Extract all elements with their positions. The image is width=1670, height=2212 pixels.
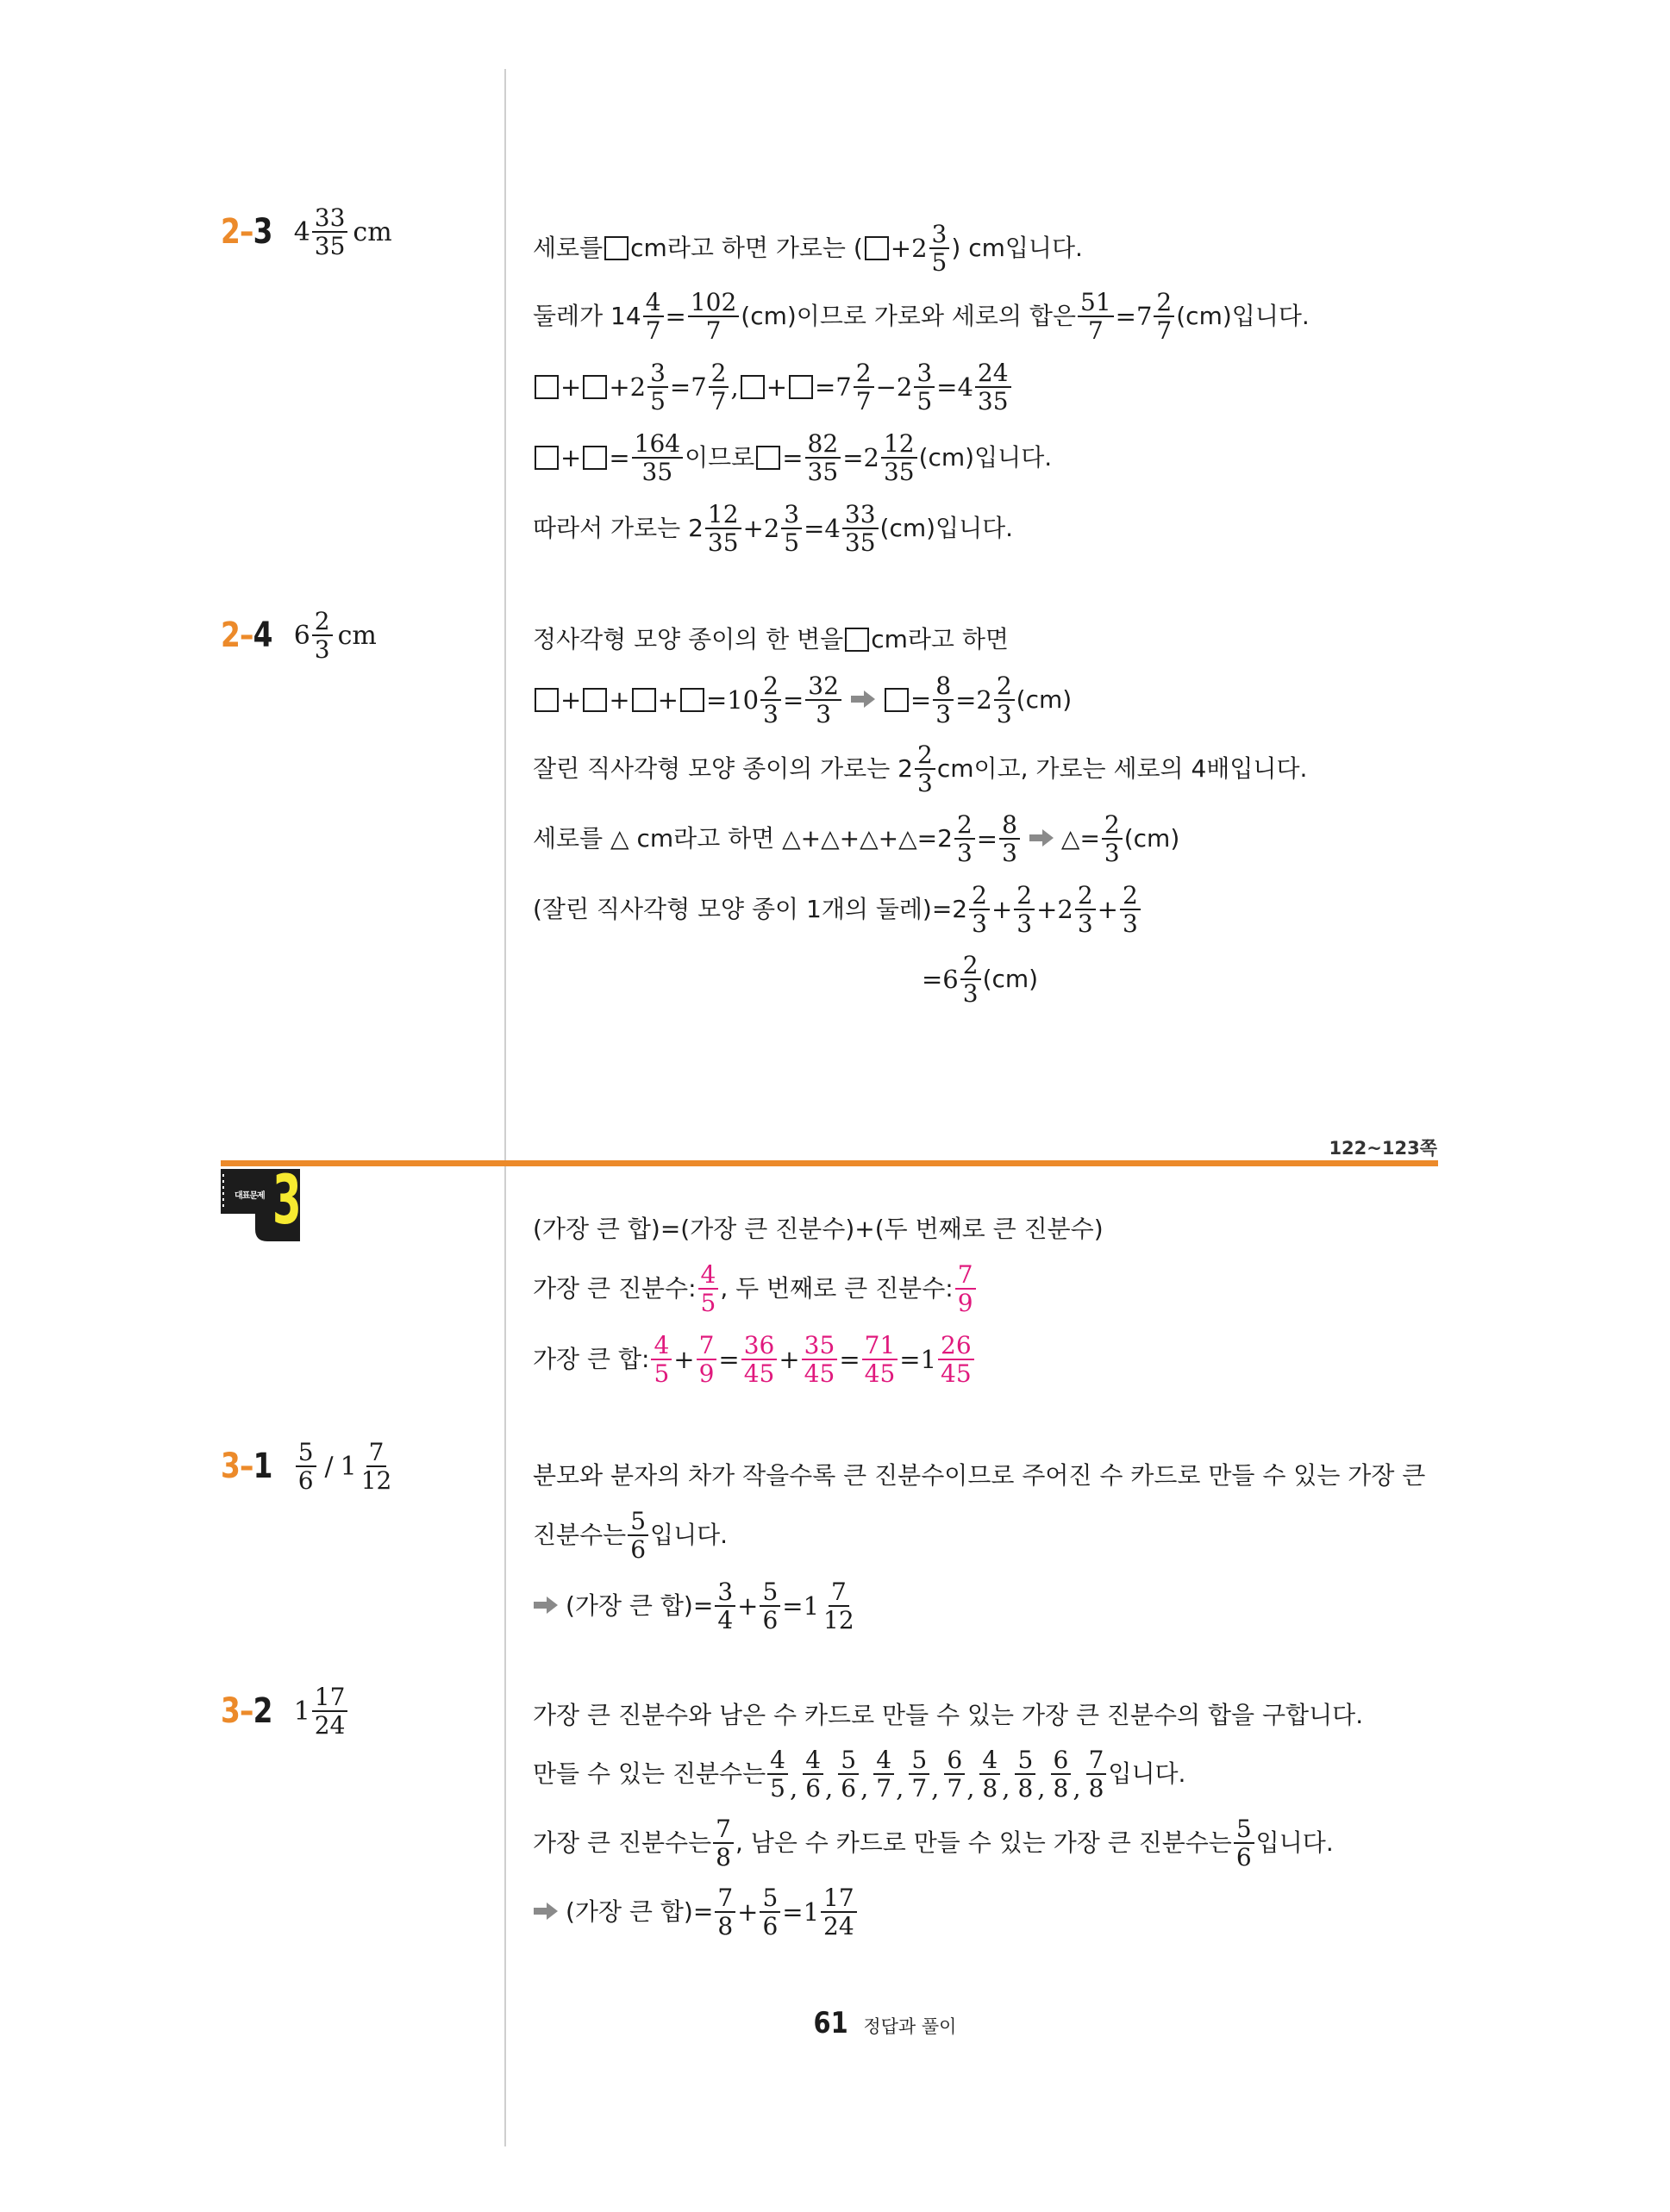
- sol-line: 세로를 cm라고 하면 가로는 ( +2 3 5 ) cm입니다.: [533, 219, 1083, 277]
- sol-line: 분모와 분자의 차가 작을수록 큰 진분수이므로 주어진 수 카드로 만들 수 있는 가장 큰: [533, 1461, 1426, 1490]
- column-divider: [504, 69, 506, 2146]
- footer-title: 정답과 풀이: [863, 2016, 957, 2037]
- fraction: 4 7: [873, 1747, 894, 1802]
- sol-line: 진분수는 5 6 입니다.: [533, 1506, 729, 1564]
- fraction-list: [766, 1747, 1108, 1802]
- fraction: 5 8: [1015, 1747, 1035, 1802]
- fraction: 7 8: [1086, 1747, 1107, 1802]
- right-arrow-icon: [533, 1900, 559, 1925]
- page-footer: [810, 2006, 956, 2040]
- sol-line: (가장 큰 합)=(가장 큰 진분수)+(두 번째로 큰 진분수): [533, 1215, 1104, 1243]
- comma: ,: [1037, 1773, 1046, 1803]
- answer-fraction: 17 24: [312, 1684, 348, 1739]
- solution-3-1: [533, 1452, 1438, 1641]
- answer-whole: 1: [340, 1451, 357, 1482]
- sol-line: 만들 수 있는 진분수는 4 5 , 4 6 , 5 6 , 4 7 , 5 7 , 6 7 , 4 8 , 5 8 , 6 8 , 7 8 입니다.: [533, 1745, 1186, 1803]
- fraction: 4 6: [803, 1747, 823, 1802]
- fraction: 4 8: [979, 1747, 1000, 1802]
- right-arrow-icon: [850, 688, 876, 713]
- right-arrow-icon: [1029, 827, 1054, 852]
- sol-line: (가장 큰 합)= $\frac{3}{4}$ + $\frac{5}{6}$ =1 7 12: [533, 1571, 1438, 1641]
- solution-2-3: [533, 216, 1438, 564]
- sol-line: 가장 큰 합: 4 5 + $\frac{7}{9}$ = $\frac{36}{45}$ + $\frac{35}{45}$ = $\frac{71}{45}$ =1 26 45: [533, 1324, 1438, 1395]
- comma: ,: [1073, 1773, 1081, 1803]
- answer-number: 2–4: [221, 615, 272, 656]
- sol-line: 가장 큰 진분수와 남은 수 카드로 만들 수 있는 가장 큰 진분수의 합을 구합니다.: [533, 1701, 1364, 1729]
- answer-number: 3–2: [221, 1691, 272, 1732]
- answer-fraction: 33 35: [312, 205, 348, 259]
- sol-line: + + + =10 $\frac{2}{3}$ = $\frac{32}{3}$ = $\frac{8}{3}$ =2 2 3 (cm): [533, 665, 1438, 734]
- sol-line: 세로를 △ cm라고 하면 △+△+△+△=2 $\frac{2}{3}$ = $\frac{8}{3}$ △= $\frac{2}{3}$ (cm): [533, 809, 1180, 867]
- sol-line: 둘레가 14 $\frac{4}{7}$ = $\frac{102}{7}$ (cm)이므로 가로와 세로의 합은 $\frac{51}{7}$ =7 2 7 (cm)입니다.: [533, 287, 1310, 345]
- answer-whole: 4: [293, 216, 310, 247]
- comma: ,: [896, 1773, 904, 1803]
- answer-3-2: [221, 1684, 349, 1739]
- sol-line: 따라서 가로는 2 12 35 +2 $\frac{3}{5}$ =4 33 35 (cm)입니다.: [533, 499, 1014, 557]
- sol-line: =6 2 3 (cm): [922, 950, 1039, 1008]
- sol-line: 가장 큰 진분수: 4 5 , 두 번째로 큰 진분수: 7 9: [533, 1253, 1438, 1324]
- right-arrow-icon: [533, 1594, 559, 1619]
- page-number: 61: [813, 2006, 848, 2040]
- fraction: 4 5: [767, 1747, 788, 1802]
- fraction: 6 8: [1051, 1747, 1072, 1802]
- answer-fraction: 5 6: [296, 1440, 316, 1494]
- sol-line: (가장 큰 합)= $\frac{7}{8}$ + $\frac{5}{6}$ =1 17 24: [533, 1878, 1438, 1946]
- comma: ,: [825, 1773, 834, 1803]
- sol-line: + = $\frac{164}{35}$ 이므로 = $\frac{82}{35}$ =2 12 35 (cm)입니다.: [533, 422, 1438, 493]
- answer-whole: 1: [293, 1696, 310, 1727]
- answer-3-1: 3–1 5 6 / 1 7 12: [221, 1440, 396, 1494]
- comma: ,: [789, 1773, 798, 1803]
- solution-2-4: [533, 614, 1438, 1014]
- comma: ,: [931, 1773, 940, 1803]
- section-tag: 대표문제 3: [221, 1169, 303, 1241]
- sol-line: (잘린 직사각형 모양 종이 1개의 둘레)=2 2 3 + $\frac{2}{3}$ +2 2 3 + $\frac{2}{3}$: [533, 874, 1438, 945]
- section-divider: [221, 1160, 1438, 1166]
- solution-representative-3: [533, 1205, 1438, 1395]
- answer-unit: cm: [337, 620, 377, 651]
- answer-number: 3–1: [221, 1447, 272, 1487]
- blank-box: [865, 236, 889, 260]
- answer-2-4: [221, 609, 377, 663]
- sol-line: 가장 큰 진분수는 7 8 , 남은 수 카드로 만들 수 있는 가장 큰 진분수는 5 6 입니다.: [533, 1814, 1334, 1871]
- answer-unit: cm: [353, 216, 392, 247]
- page-reference: 122~123쪽: [1329, 1138, 1437, 1159]
- sol-line: + +2 $\frac{3}{5}$ =7 2 7 , + =7 2 7 −2 $\frac{3}{5}$ =4 24 35: [533, 352, 1438, 422]
- answer-fraction: 7 12: [360, 1438, 392, 1496]
- blank-box: [604, 236, 629, 260]
- comma: ,: [966, 1773, 975, 1803]
- comma: ,: [1002, 1773, 1010, 1803]
- answer-whole: 6: [293, 620, 310, 651]
- answer-number: 2–3: [221, 212, 272, 253]
- sol-line: 정사각형 모양 종이의 한 변을 cm라고 하면: [533, 625, 1009, 653]
- fraction: 5 7: [909, 1747, 929, 1802]
- comma: ,: [860, 1773, 869, 1803]
- answer-fraction: 2 3: [312, 609, 333, 663]
- solution-3-2: [533, 1691, 1438, 1946]
- fraction: 6 7: [944, 1747, 965, 1802]
- sol-line: 잘린 직사각형 모양 종이의 가로는 2 2 3 cm이고, 가로는 세로의 4배입니다.: [533, 740, 1308, 797]
- answer-2-3: [221, 205, 392, 259]
- fraction: 5 6: [838, 1747, 859, 1802]
